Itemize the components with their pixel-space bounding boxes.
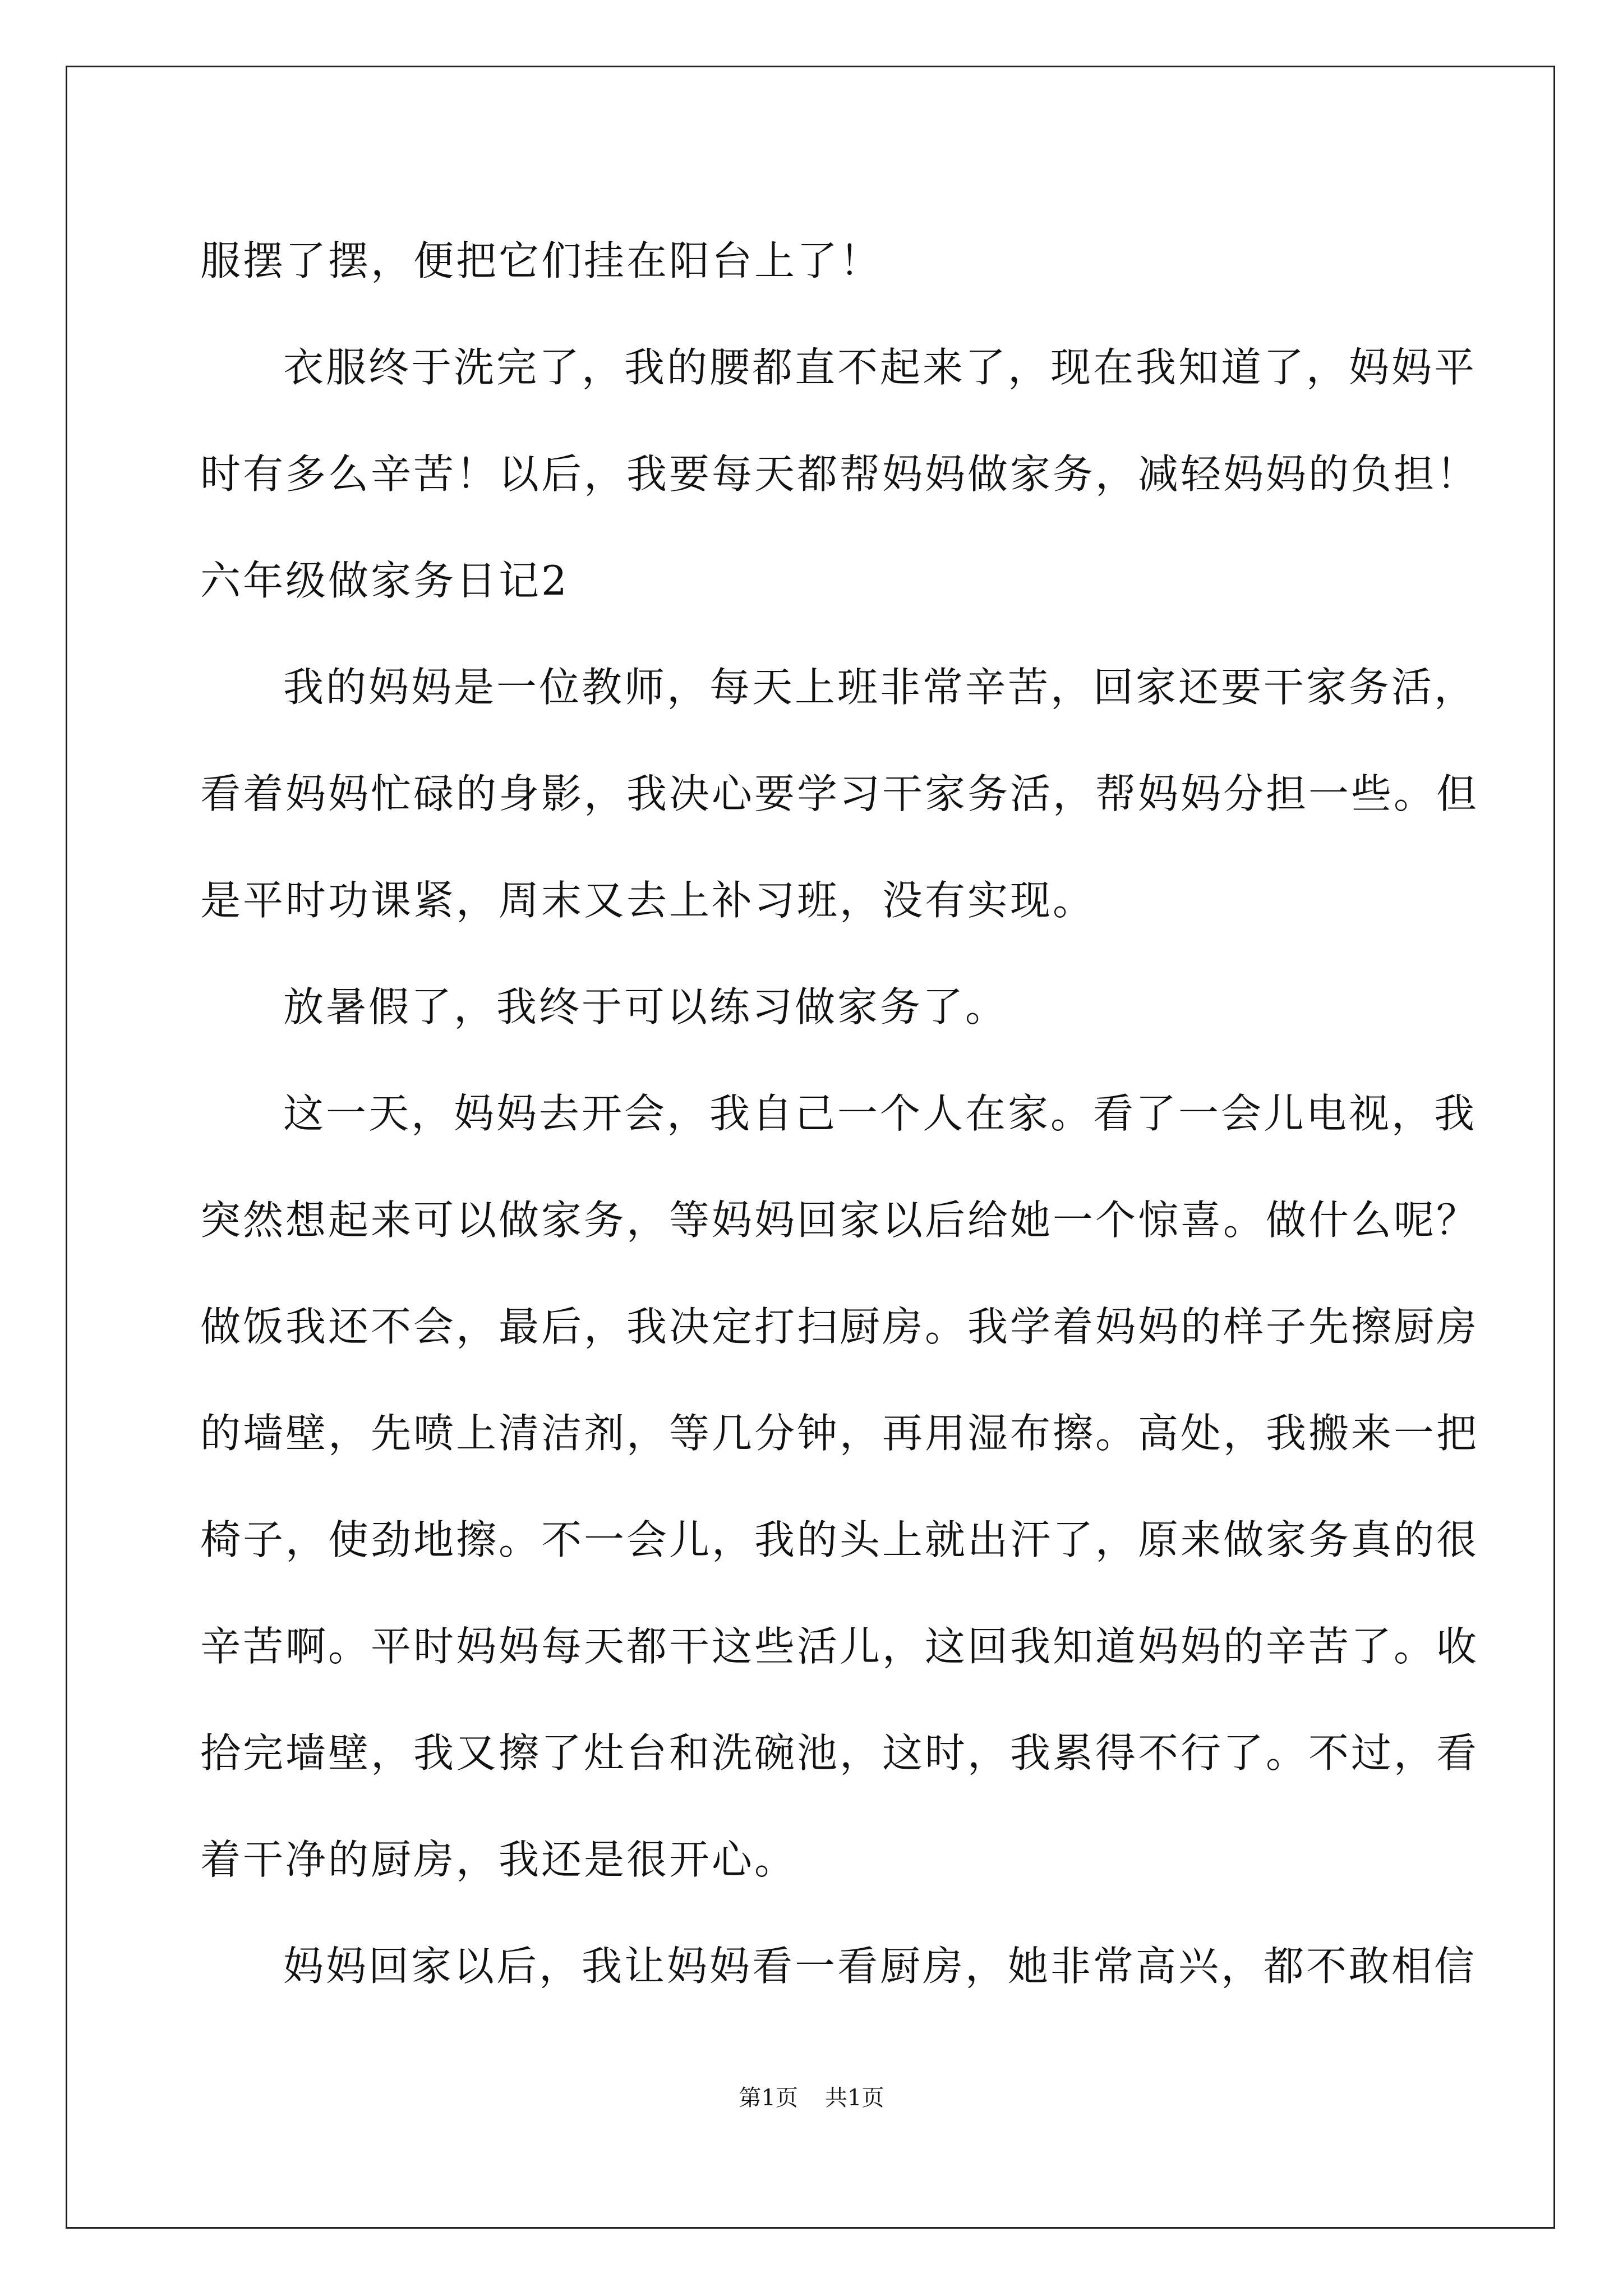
text-line: 突然想起来可以做家务，等妈妈回家以后给她一个惊喜。做什么呢？ bbox=[200, 1197, 1479, 1244]
text-line: 这一天，妈妈去开会，我自己一个人在家。看了一会儿电视，我 bbox=[283, 1090, 1477, 1137]
text-line: 的墙壁，先喷上清洁剂，等几分钟，再用湿布擦。高处，我搬来一把 bbox=[200, 1410, 1479, 1457]
text-line: 放暑假了，我终于可以练习做家务了。 bbox=[283, 983, 1008, 1030]
text-line: 拾完墙壁，我又擦了灶台和洗碗池，这时，我累得不行了。不过，看 bbox=[200, 1729, 1479, 1777]
text-line: 时有多么辛苦！以后，我要每天都帮妈妈做家务，减轻妈妈的负担！ bbox=[200, 450, 1479, 498]
page-footer bbox=[0, 2081, 1623, 2115]
text-line: 做饭我还不会，最后，我决定打扫厨房。我学着妈妈的样子先擦厨房 bbox=[200, 1303, 1479, 1350]
text-line: 我的妈妈是一位教师，每天上班非常辛苦，回家还要干家务活， bbox=[283, 664, 1477, 711]
text-line: 椅子，使劲地擦。不一会儿，我的头上就出汗了，原来做家务真的很 bbox=[200, 1516, 1479, 1563]
page-total: 共1页 bbox=[825, 2085, 884, 2111]
text-line: 衣服终于洗完了，我的腰都直不起来了，现在我知道了，妈妈平 bbox=[283, 344, 1477, 391]
text-line: 看着妈妈忙碌的身影，我决心要学习干家务活，帮妈妈分担一些。但 bbox=[200, 770, 1479, 817]
page-number: 第1页 bbox=[739, 2085, 798, 2111]
document-body bbox=[200, 208, 1479, 2019]
section-heading: 六年级做家务日记2 bbox=[200, 557, 569, 604]
text-line: 着干净的厨房，我还是很开心。 bbox=[200, 1836, 797, 1883]
text-line: 妈妈回家以后，我让妈妈看一看厨房，她非常高兴，都不敢相信 bbox=[283, 1943, 1477, 1990]
text-line: 服摆了摆，便把它们挂在阳台上了！ bbox=[200, 237, 883, 284]
text-line: 是平时功课紧，周末又去上补习班，没有实现。 bbox=[200, 877, 1096, 924]
text-line: 辛苦啊。平时妈妈每天都干这些活儿，这回我知道妈妈的辛苦了。收 bbox=[200, 1623, 1479, 1670]
